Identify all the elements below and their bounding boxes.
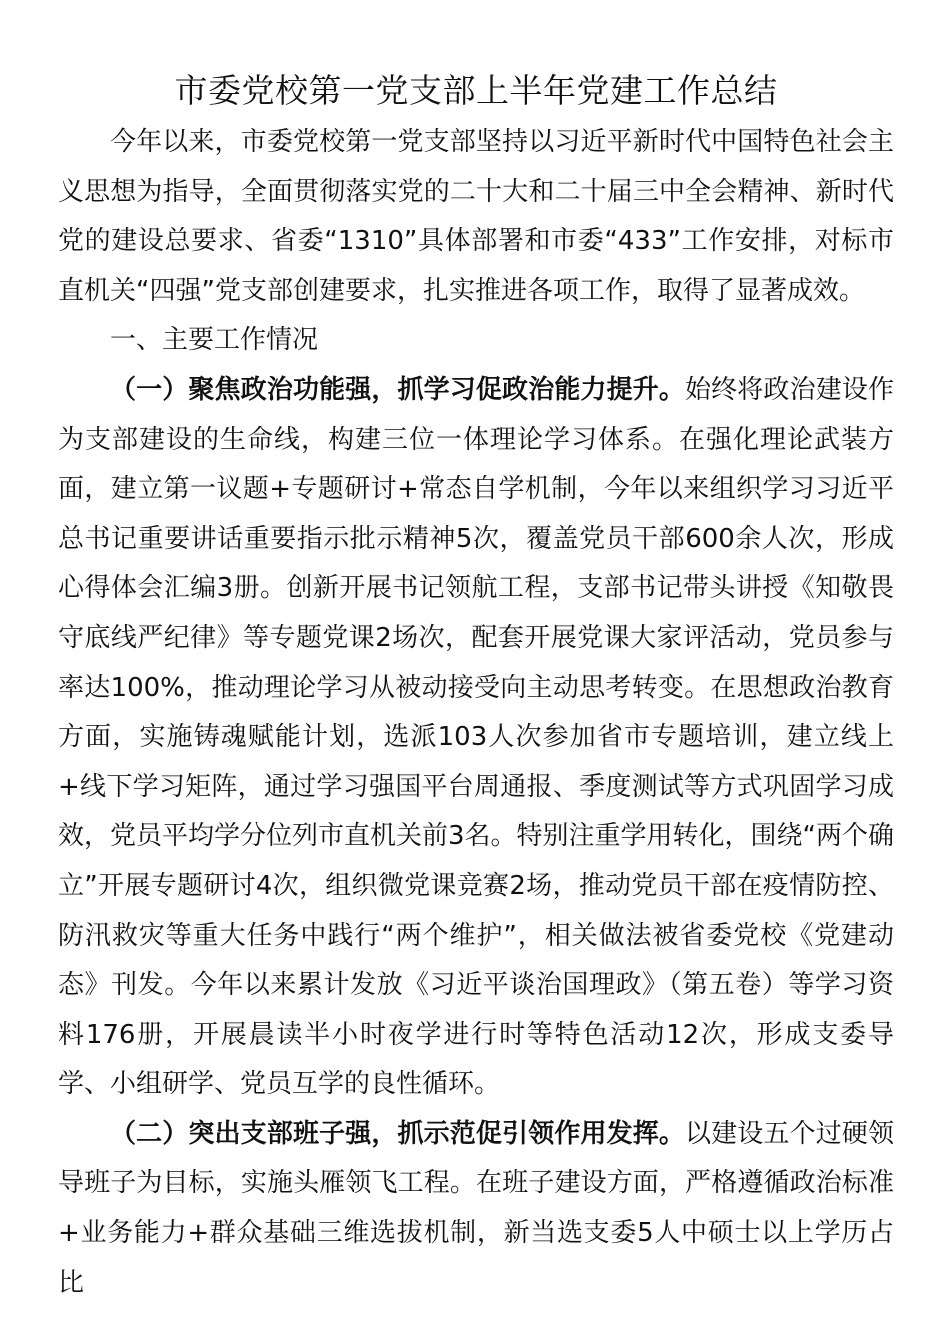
subsection-1-paragraph — [58, 366, 894, 1110]
subsection-2-lead: （二）突出支部班子强，抓示范促引领作用发挥。 — [110, 1118, 686, 1149]
section-heading: 一、主要工作情况 — [110, 325, 319, 356]
intro-paragraph: 今年以来，市委党校第一党支部坚持以习近平新时代中国特色社会主义思想为指导，全面贯彻落实党的二十大和二十届三中全会精神、新时代党的建设总要求、省委“1310”具体部署和市委“433”工作安排，对标市直机关“四强”党支部创建要求，扎实推进各项工作，取得了显著成效。 — [58, 127, 894, 306]
subsection-2-paragraph — [58, 1110, 894, 1308]
subsection-1-lead: （一）聚焦政治功能强，抓学习促政治能力提升。 — [110, 374, 686, 405]
subsection-2-body: 以建设五个过硬领导班子为目标，实施头雁领飞工程。在班子建设方面，严格遵循政治标准+业务能力+群众基础三维选拔机制，新当选支委5人中硕士以上学历占比 — [58, 1118, 894, 1298]
subsection-1-body: 始终将政治建设作为支部建设的生命线，构建三位一体理论学习体系。在强化理论武装方面，建立第一议题+专题研讨+常态自学机制，今年以来组织学习习近平总书记重要讲话重要指示批示精神5次，覆盖党员干部600余人次，形成心得体会汇编3册。创新开展书记领航工程，支部书记带头讲授《知敬畏守底线严纪律》等专题党课2场次，配套开展党课大家评活动，党员参与率达100%，推动理论学习从被动接受向主动思考转变。在思想政治教育方面，实施铸魂赋能计划，选派103人次参加省市专题培训，建立线上+线下学习矩阵，通过学习强国平台周通报、季度测试等方式巩固学习成效，党员平均学分位列市直机关前3名。特别注重学用转化，围绕“两个确立”开展专题研讨4次，组织微党课竞赛2场，推动党员干部在疫情防控、防汛救灾等重大任务中践行“两个维护”，相关做法被省委党校《党建动态》刊发。今年以来累计发放《习近平谈治国理政》（第五卷）等学习资料176册，开展晨读半小时夜学进行时等特色活动12次，形成支委导学、小组研学、党员互学的良性循环。 — [58, 374, 895, 1100]
document-page — [58, 64, 894, 1308]
document-title: 市委党校第一党支部上半年党建工作总结 — [174, 71, 778, 110]
